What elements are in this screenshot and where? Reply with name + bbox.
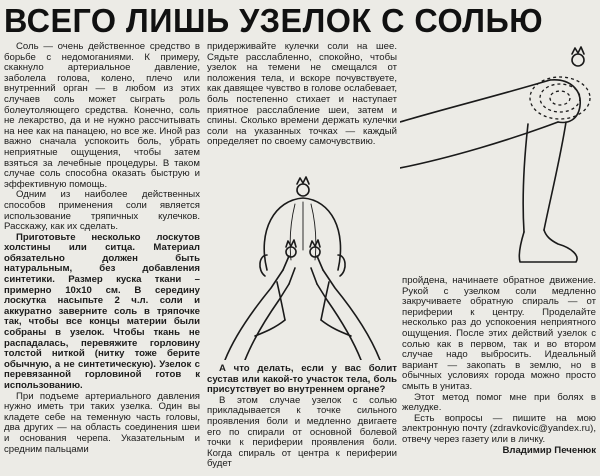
author-signature: Владимир Печенюк xyxy=(502,444,596,456)
leg-illustration xyxy=(400,40,598,275)
headline: ВСЕГО ЛИШЬ УЗЕЛОК С СОЛЬЮ xyxy=(4,2,544,39)
paragraph: Этот метод помог мне при болях в желудке. xyxy=(402,391,596,414)
paragraph: Есть вопросы — пишите на мою электронную почту (zdravkovic@yandex.ru), отвечу через газету или в личку. xyxy=(402,412,596,445)
head-illustration xyxy=(205,160,400,360)
article-column-2-bottom xyxy=(207,364,397,470)
paragraph: придерживайте кулечки соли на шее. Сядьте расслабленно, спокойно, чтобы узелок на темени не смещался от положения тела, и вскоре почувствуете, как давящее чувство в голове ослабевает, боль постепенно стихает и наступает приятное расслабление шеи, затем и спины. Сколько времени держать кулечки соли на указанных точках — каждый определяет по своему самочувствию. xyxy=(207,41,397,148)
paragraph-bold: А что делать, если у вас болит сустав или какой-то участок тела, боль присутствует во внутреннем органе? xyxy=(207,363,397,396)
paragraph: При подъеме артериального давления нужно иметь три таких узелка. Один вы кладете себе на теменную часть головы, два других — на область соединения шеи и основания черепа. Указательным и средним пальцами xyxy=(4,390,200,455)
article-column-2-top xyxy=(207,42,397,148)
article-column-1 xyxy=(4,42,200,455)
paragraph: пройдена, начинаете обратное движение. Рукой с узелком соли медленно закручиваете обратную спираль — от периферии к центру. Проделайте несколько раз до успокоения неприятного ощущения. После этих действий узелок с солью как в первом, так и во втором случае надо выбросить. Идеальный вариант — закопать в землю, но в обычных условиях города можно просто смыть в унитаз. xyxy=(402,275,596,392)
paragraph-bold: Приготовьте несколько лоскутов холстины или ситца. Материал обязательно должен быть натуральным, без добавления синтетики. Размер куска ткани – примерно 10х10 см. В середину лоскутка насыпьте 2 ч.л. соли и аккуратно заверните соль в тряпочке так, чтобы все концы материи были собраны в узелок. Чтобы ткань не распадалась, перевяжите горловину толстой ниткой (нитку тоже берите обычную, а не синтетическую). Узелок с перевязанной горловиной готов к использованию. xyxy=(4,231,200,391)
article-column-3 xyxy=(402,276,596,456)
paragraph: В этом случае узелок с солью прикладывается к точке сильного проявления боли и медленно двигаете его по спирали от основной болевой точки к периферии проявления боли. Когда спираль от центра к периферии будет xyxy=(207,394,397,470)
paragraph: Одним из наиболее действенных способов применения соли является использование тряпичных кулечков. Расскажу, как их сделать. xyxy=(4,189,200,233)
paragraph: Соль — очень действенное средство в борьбе с недомоганиями. К примеру, скакнуло артериальное давление, заболела голова, колено, плечо или внутренний орган — в любом из этих случаев соль может сыграть роль болеутоляющего средства. Конечно, соль не лекарство, да и не нужно рассчитывать на нее как на панацею, но все же. Иной раз важно сначала успокоить боль, убрать неприятные ощущения, чтобы затем взяться за лечебные процедуры. В таком случае соль способна оказать быструю и эффективную помощь. xyxy=(4,41,200,190)
